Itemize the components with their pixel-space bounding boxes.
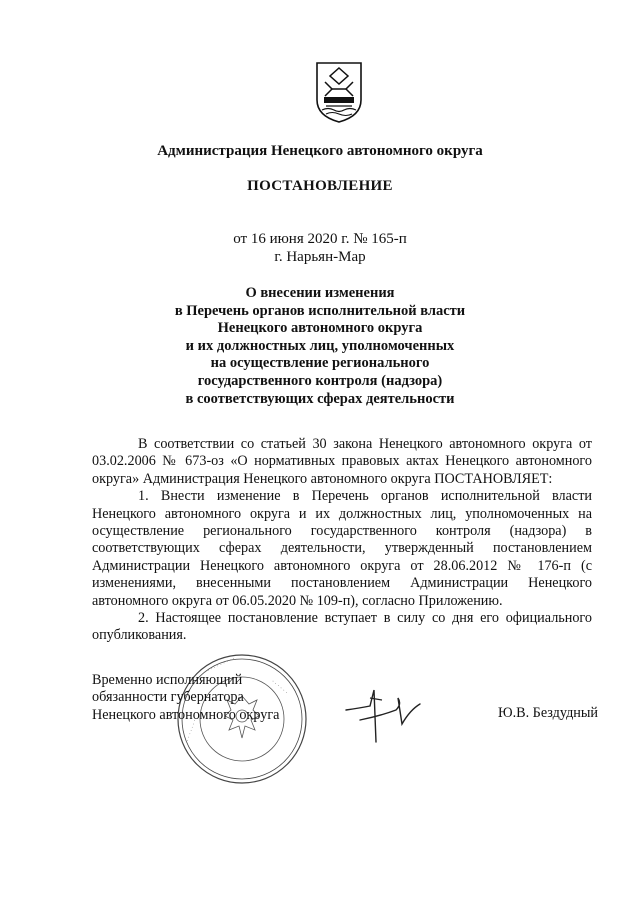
title-line: О внесении изменения — [245, 285, 395, 301]
coat-of-arms-icon — [314, 60, 364, 124]
handwritten-signature-icon — [340, 680, 430, 750]
organization-name: Администрация Ненецкого автономного округа — [157, 143, 483, 159]
title-line: Ненецкого автономного округа — [217, 320, 423, 337]
document-body — [92, 436, 592, 645]
svg-text:· · · · · ·: · · · · · · — [269, 678, 289, 697]
body-paragraph: 2. Настоящее постановление вступает в силу со дня его официального опубликования. — [92, 610, 592, 644]
signatory-position — [92, 672, 279, 724]
document-date-number: от 16 июня 2020 г. № 165-п — [233, 231, 407, 247]
title-line: на осуществление регионального — [210, 355, 430, 372]
document-type: ПОСТАНОВЛЕНИЕ — [247, 178, 393, 194]
body-paragraph: В соответствии со статьей 30 закона Ненецкого автономного округа от 03.02.2006 № 673-оз «О нормативных правовых актах Ненецкого автономного округа» Администрация Ненецкого автономного округа ПОСТАНОВЛЯЕТ: — [92, 436, 592, 487]
title-line: в соответствующих сферах деятельности — [185, 390, 455, 407]
title-line: государственного контроля (надзора) — [197, 372, 443, 389]
position-line: Ненецкого автономного округа — [92, 706, 280, 723]
title-line: в Перечень органов исполнительной власти — [174, 302, 466, 319]
document-city: г. Нарьян-Мар — [274, 249, 366, 265]
svg-text:· · · · · · ·: · · · · · · · — [185, 719, 199, 743]
body-paragraph: 1. Внести изменение в Перечень органов исполнительной власти Ненецкого автономного округа и их должностных лиц, уполномоченных на осуществление регионального государственного контроля (надзора) в соответствующих сферах деятельности, утвержденный постановлением Администрации Ненецкого автономного округа от 28.06.2012 № 176-п (с изменениями, внесенными постановлением Администрации Ненецкого автономного округа от 06.05.2020 № 109-п), согласно Приложению. — [92, 488, 592, 609]
position-line: Временно исполняющий — [92, 672, 243, 688]
title-line: и их должностных лиц, уполномоченных — [185, 337, 455, 354]
signatory-name: Ю.В. Бездудный — [498, 705, 599, 721]
document-title — [0, 285, 640, 408]
position-line: обязанности губернатора — [92, 689, 244, 706]
svg-text:· · · · · · · · · ·: · · · · · · · · · · — [203, 656, 237, 676]
